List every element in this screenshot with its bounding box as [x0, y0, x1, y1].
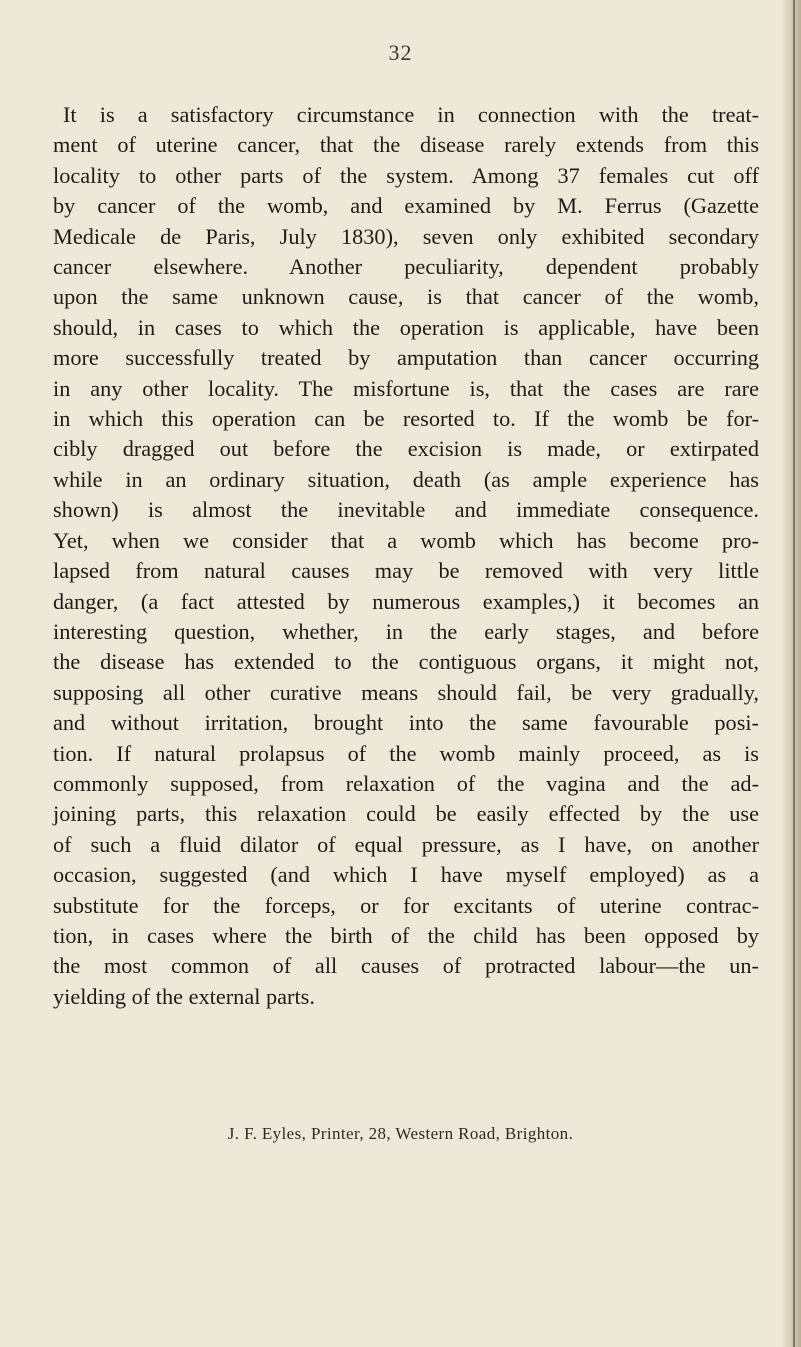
body-paragraph — [53, 100, 759, 1012]
text-line: Medicale de Paris, July 1830), seven only exhibited secondary — [53, 223, 759, 249]
text-line: danger, (a fact attested by numerous examples,) it becomes an — [53, 588, 759, 614]
text-line: commonly supposed, from relaxation of the vagina and the ad- — [53, 770, 759, 796]
text-line: substitute for the forceps, or for excitants of uterine contrac- — [53, 892, 759, 918]
text-line: interesting question, whether, in the early stages, and before — [53, 618, 759, 644]
text-line: tion, in cases where the birth of the child has been opposed by — [53, 922, 759, 948]
page-edge-line — [793, 0, 795, 1347]
text-line: tion. If natural prolapsus of the womb mainly proceed, as is — [53, 740, 759, 766]
text-line: ment of uterine cancer, that the disease rarely extends from this — [53, 132, 759, 158]
text-line: shown) is almost the inevitable and immediate consequence. — [53, 497, 759, 523]
text-line: should, in cases to which the operation is applicable, have been — [53, 314, 759, 340]
text-line: the most common of all causes of protracted labour—the un- — [53, 953, 759, 979]
text-line: of such a fluid dilator of equal pressure, as I have, on another — [53, 831, 759, 857]
text-line: in any other locality. The misfortune is, that the cases are rare — [53, 375, 759, 401]
page-edge-shadow — [783, 0, 801, 1347]
text-line: the disease has extended to the contiguous organs, it might not, — [53, 649, 759, 675]
printer-imprint: J. F. Eyles, Printer, 28, Western Road, Brighton. — [227, 1124, 574, 1143]
text-line: Yet, when we consider that a womb which has become pro- — [53, 527, 759, 553]
text-line: in which this operation can be resorted to. If the womb be for- — [53, 406, 759, 432]
text-line: joining parts, this relaxation could be easily effected by the use — [53, 801, 759, 827]
text-line: occasion, suggested (and which I have myself employed) as a — [53, 862, 759, 888]
text-line: cancer elsewhere. Another peculiarity, dependent probably — [53, 254, 759, 280]
text-line: yielding of the external parts. — [53, 983, 315, 1009]
text-line: supposing all other curative means should fail, be very gradually, — [53, 679, 759, 705]
text-line: locality to other parts of the system. Among 37 females cut off — [53, 162, 759, 188]
text-line: lapsed from natural causes may be removed with very little — [53, 558, 759, 584]
text-line: and without irritation, brought into the same favourable posi- — [53, 710, 759, 736]
page-number: 32 — [388, 40, 413, 65]
text-line: upon the same unknown cause, is that cancer of the womb, — [53, 284, 759, 310]
text-line: It is a satisfactory circumstance in connection with the treat- — [63, 102, 759, 127]
text-line: by cancer of the womb, and examined by M. Ferrus (Gazette — [53, 193, 759, 219]
text-line: while in an ordinary situation, death (as ample experience has — [53, 466, 759, 492]
text-line: cibly dragged out before the excision is made, or extirpated — [53, 436, 759, 462]
text-line: more successfully treated by amputation than cancer occurring — [53, 345, 759, 371]
